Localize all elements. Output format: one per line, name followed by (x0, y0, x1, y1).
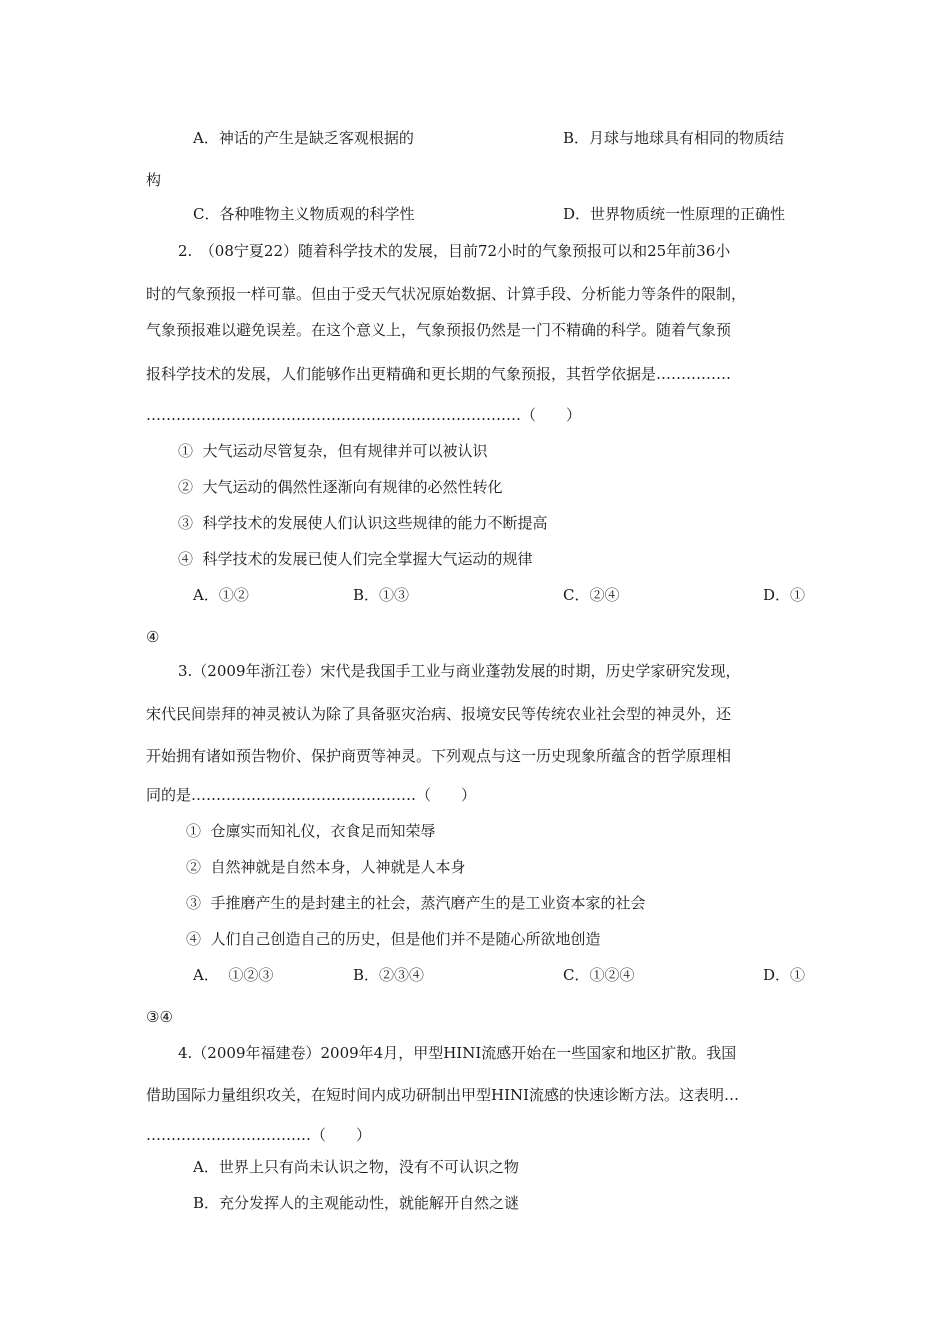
q3-statement: ① 仓廪实而知礼仪，衣食足而知荣辱 (186, 822, 436, 840)
q3-stem-line: 宋代民间崇拜的神灵被认为除了具备驱灾治病、报境安民等传统农业社会型的神灵外，还 (146, 705, 732, 723)
q2-statement: ③ 科学技术的发展使人们认识这些规律的能力不断提高 (178, 514, 548, 532)
q2-option-a: A．①② (193, 586, 249, 604)
q3-option-c: C．①②④ (563, 966, 635, 984)
q3-option-a: A． ①②③ (193, 966, 274, 984)
q4-stem-line: ……………………………（ ） (146, 1126, 372, 1144)
q3-stem-line: 开始拥有诸如预告物价、保护商贾等神灵。下列观点与这一历史现象所蕴含的哲学原理相 (146, 747, 732, 765)
q2-option-b: B．①③ (353, 586, 410, 604)
q3-option-d: D．① (763, 966, 806, 984)
q1-option-b-continued: 构 (146, 171, 162, 189)
q1-option-b: B．月球与地球具有相同的物质结 (563, 129, 785, 147)
q2-option-d: D．① (763, 586, 806, 604)
q4-option-b: B．充分发挥人的主观能动性，就能解开自然之谜 (193, 1194, 520, 1212)
q2-stem-line: 时的气象预报一样可靠。但由于受天气状况原始数据、计算手段、分析能力等条件的限制， (146, 285, 747, 303)
q2-option-d-continued: ④ (146, 628, 160, 646)
q3-stem-line: 3.（2009年浙江卷）宋代是我国手工业与商业蓬勃发展的时期，历史学家研究发现， (178, 662, 741, 680)
q1-option-d: D．世界物质统一性原理的正确性 (563, 205, 786, 223)
q2-stem-line: 报科学技术的发展，人们能够作出更精确和更长期的气象预报，其哲学依据是…………… (146, 365, 732, 383)
q2-stem-line: …………………………………………………………………（ ） (146, 406, 582, 424)
q2-stem-line: 气象预报难以避免误差。在这个意义上，气象预报仍然是一门不精确的科学。随着气象预 (146, 321, 732, 339)
q3-stem-line: 同的是………………………………………（ ） (146, 786, 477, 804)
q2-statement: ④ 科学技术的发展已使人们完全掌握大气运动的规律 (178, 550, 533, 568)
q2-option-c: C．②④ (563, 586, 620, 604)
q3-statement: ② 自然神就是自然本身，人神就是人本身 (186, 858, 466, 876)
q3-statement: ③ 手推磨产生的是封建主的社会，蒸汽磨产生的是工业资本家的社会 (186, 894, 646, 912)
q2-stem-line: 2. （08宁夏22）随着科学技术的发展，目前72小时的气象预报可以和25年前36小 (178, 242, 731, 260)
q2-statement: ① 大气运动尽管复杂，但有规律并可以被认识 (178, 442, 488, 460)
q2-statement: ② 大气运动的偶然性逐渐向有规律的必然性转化 (178, 478, 503, 496)
q4-stem-line: 借助国际力量组织攻关，在短时间内成功研制出甲型HINI流感的快速诊断方法。这表明… (146, 1086, 740, 1104)
q3-statement: ④ 人们自己创造自己的历史，但是他们并不是随心所欲地创造 (186, 930, 601, 948)
q4-stem-line: 4.（2009年福建卷）2009年4月，甲型HINI流感开始在一些国家和地区扩散。我国 (178, 1044, 737, 1062)
q3-option-b: B．②③④ (353, 966, 425, 984)
q3-option-d-continued: ③④ (146, 1008, 173, 1026)
q1-option-c: C．各种唯物主义物质观的科学性 (193, 205, 415, 223)
q1-option-a: A．神话的产生是缺乏客观根据的 (193, 129, 414, 147)
q4-option-a: A．世界上只有尚未认识之物，没有不可认识之物 (193, 1158, 519, 1176)
